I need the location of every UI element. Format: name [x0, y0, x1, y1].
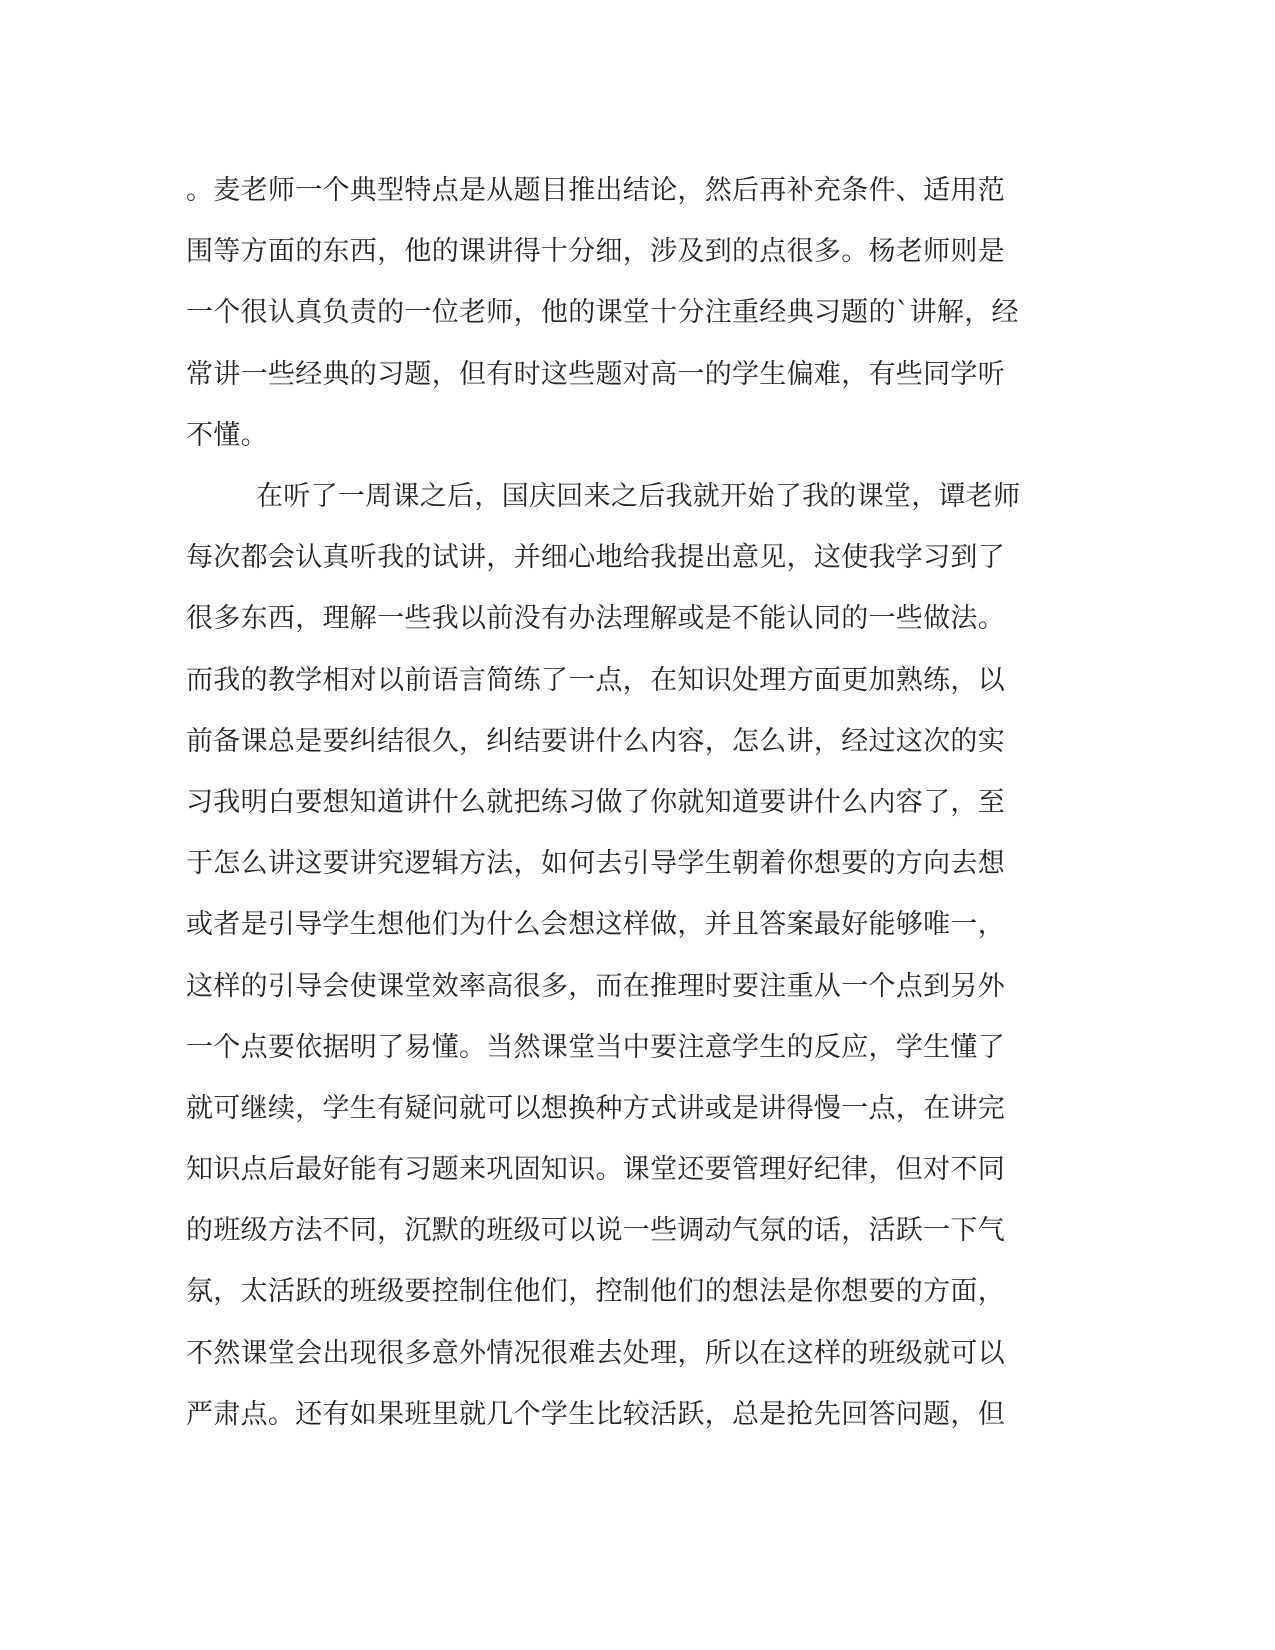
- text-line: 前备课总是要纠结很久，纠结要讲什么内容，怎么讲，经过这次的实: [186, 725, 1005, 757]
- text-line: 一个很认真负责的一位老师，他的课堂十分注重经典习题的`讲解，经: [186, 297, 1019, 329]
- text-line: 不懂。: [186, 419, 268, 451]
- text-line: 而我的教学相对以前语言简练了一点，在知识处理方面更加熟练，以: [186, 664, 1005, 696]
- text-line: 每次都会认真听我的试讲，并细心地给我提出意见，这使我学习到了: [186, 542, 1005, 574]
- text-line-indented: 在听了一周课之后，国庆回来之后我就开始了我的课堂，谭老师: [256, 481, 1021, 512]
- text-line: 就可继续，学生有疑问就可以想换种方式讲或是讲得慢一点，在讲完: [186, 1092, 1005, 1124]
- paragraph-1: [186, 160, 1066, 466]
- text-line: 很多东西，理解一些我以前没有办法理解或是不能认同的一些做法。: [186, 603, 1005, 635]
- text-line: 知识点后最好能有习题来巩固知识。课堂还要管理好纪律，但对不同: [186, 1154, 1005, 1186]
- text-line: 围等方面的东西，他的课讲得十分细，涉及到的点很多。杨老师则是: [186, 236, 1005, 268]
- text-line: 氛，太活跃的班级要控制住他们，控制他们的想法是你想要的方面，: [186, 1276, 1005, 1308]
- text-line: 于怎么讲这要讲究逻辑方法，如何去引导学生朝着你想要的方向去想: [186, 848, 1005, 880]
- text-line: 习我明白要想知道讲什么就把练习做了你就知道要讲什么内容了，至: [186, 786, 1005, 818]
- text-line: 不然课堂会出现很多意外情况很难去处理，所以在这样的班级就可以: [186, 1337, 1005, 1369]
- paragraph-2: [186, 466, 1066, 1445]
- text-line: 。麦老师一个典型特点是从题目推出结论，然后再补充条件、适用范: [186, 175, 1005, 206]
- text-line: 严肃点。还有如果班里就几个学生比较活跃，总是抢先回答问题，但: [186, 1398, 1005, 1430]
- text-line: 一个点要依据明了易懂。当然课堂当中要注意学生的反应，学生懂了: [186, 1031, 1005, 1063]
- text-line: 的班级方法不同，沉默的班级可以说一些调动气氛的话，活跃一下气: [186, 1215, 1005, 1247]
- text-line: 或者是引导学生想他们为什么会想这样做，并且答案最好能够唯一，: [186, 909, 1005, 941]
- text-line: 这样的引导会使课堂效率高很多，而在推理时要注重从一个点到另外: [186, 970, 1005, 1002]
- text-line: 常讲一些经典的习题，但有时这些题对高一的学生偏难，有些同学听: [186, 358, 1005, 390]
